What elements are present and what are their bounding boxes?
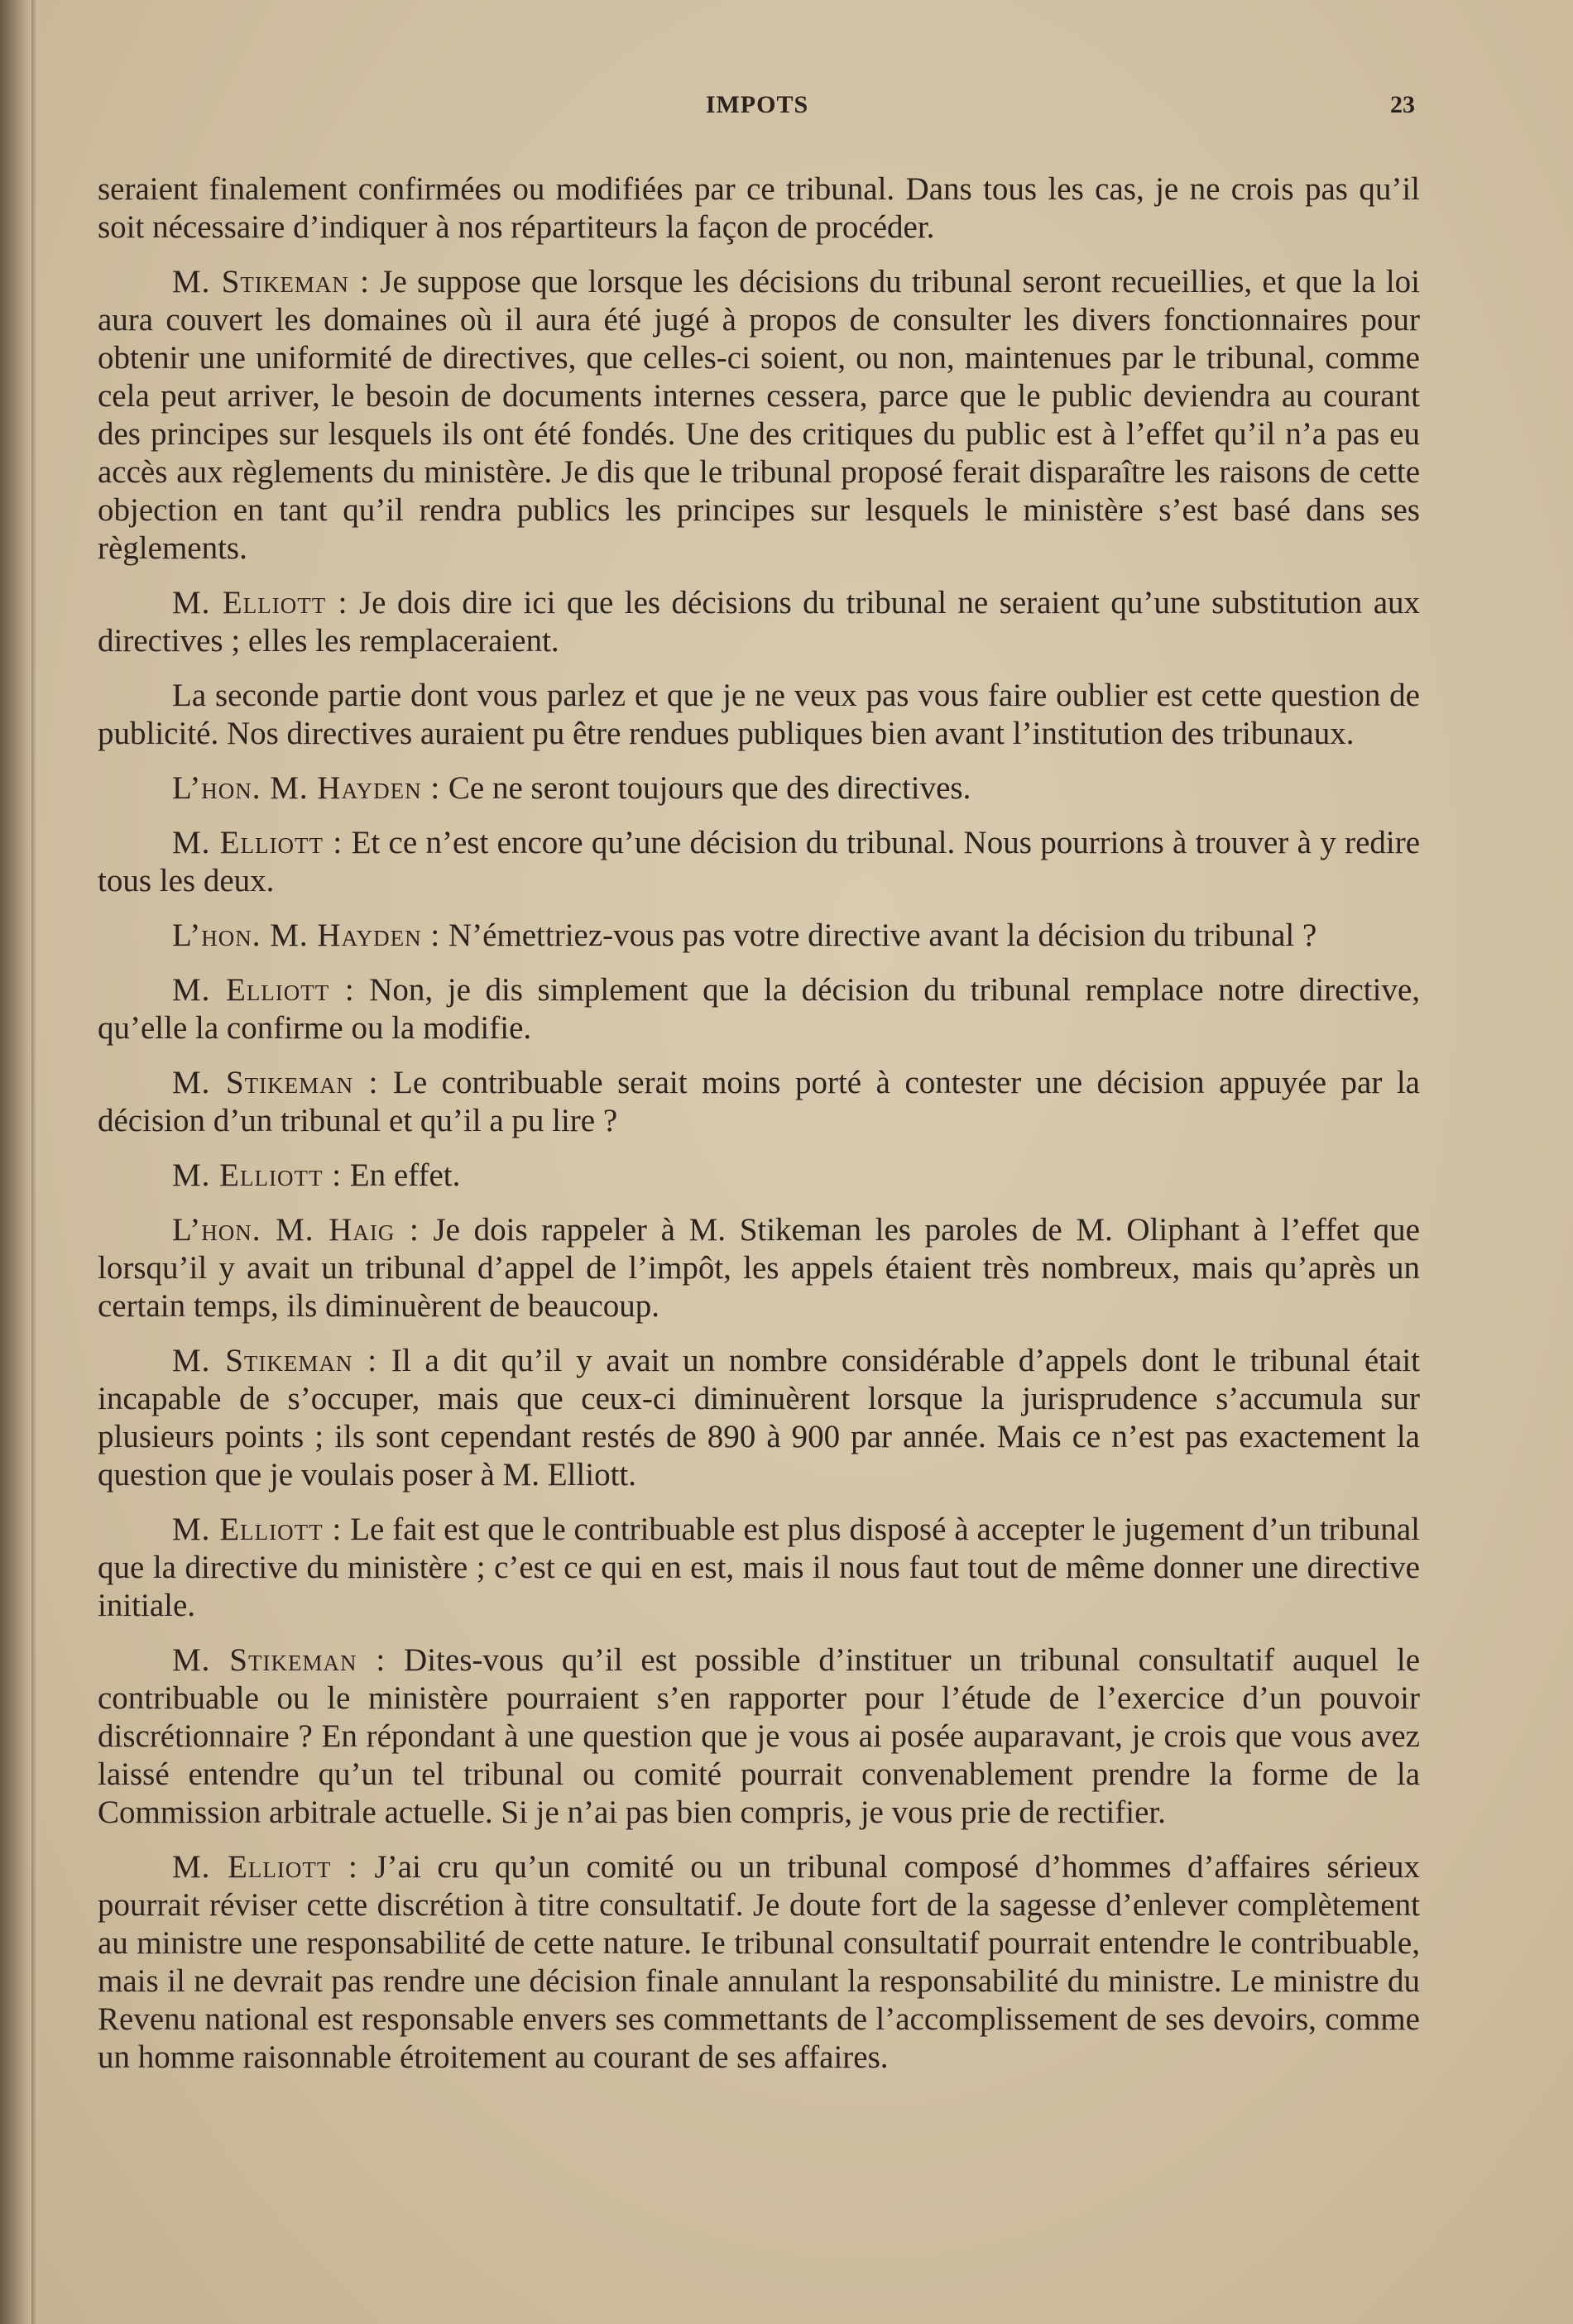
paragraph xyxy=(98,1342,1420,1494)
speaker-name: M. Elliott : xyxy=(172,1849,358,1885)
speaker-name: M. Stikeman : xyxy=(172,1642,386,1678)
speaker-name: M. Elliott : xyxy=(172,972,355,1008)
speaker-name: M. Stikeman : xyxy=(172,1065,379,1100)
paragraph xyxy=(98,1064,1420,1140)
paragraph xyxy=(98,971,1420,1047)
paragraph xyxy=(98,1848,1420,2077)
paragraph xyxy=(98,769,1420,807)
speaker-name: L’hon. M. Hayden : xyxy=(172,918,441,953)
paragraph xyxy=(98,824,1420,900)
speaker-name: M. Elliott : xyxy=(172,1512,343,1547)
paragraph-text: Je dois rappeler à M. Stikeman les paroles de M. Oliphant à l’effet que lorsqu’il y avait un tribunal d’appel de l’impôt, les appels étaient très nombreux, mais qu’après un certain temps, ils diminuèrent de beaucoup. xyxy=(98,1212,1420,1324)
speaker-name: M. Elliott : xyxy=(172,825,343,860)
paragraph-text: Je dois dire ici que les décisions du tribunal ne seraient qu’une substitution aux directives ; elles les remplaceraient. xyxy=(98,585,1421,659)
paragraph-text: La seconde partie dont vous parlez et que je ne veux pas vous faire oublier est cette question de publicité. Nos directives auraient pu être rendues publiques bien avant l’institution des tribunaux. xyxy=(98,678,1420,751)
speaker-name: M. Elliott : xyxy=(172,1157,343,1193)
paragraph xyxy=(98,1211,1420,1325)
paragraph-text: Dites-vous qu’il est possible d’instituer un tribunal consultatif auquel le contribuable ou le ministère pourraient s’en rapporter pour l’étude de l’exercice d’un pouvoir discrétionnaire ? En répondant à une question que je vous ai posée auparavant, je crois que vous avez laissé entendre qu’un tel tribunal ou comité pourrait convenablement prendre la forme de la Commission arbitrale actuelle. Si je n’ai pas bien compris, je vous prie de rectifier. xyxy=(98,1642,1421,1830)
body-text xyxy=(98,170,1420,2093)
paragraph-text: Il a dit qu’il y avait un nombre considérable d’appels dont le tribunal était incapable de s’occuper, mais que ceux-ci diminuèrent lorsque la jurisprudence s’accumula sur plusieurs points ; ils sont cependant restés de 890 à 900 par année. Mais ce n’est pas exactement la question que je voulais poser à M. Elliott. xyxy=(98,1343,1421,1493)
paragraph-text: Je suppose que lorsque les décisions du tribunal seront recueillies, et que la loi aura couvert les domaines où il aura été jugé à propos de consulter les divers fonctionnaires pour obtenir une uniformité de directives, que celles-ci soient, ou non, maintenues par le tribunal, comme cela peut arriver, le besoin de documents internes cessera, parce que le public deviendra au courant des principes sur lesquels ils ont été fondés. Une des critiques du public est à l’effet qu’il n’a pas eu accès aux règlements du ministère. Je dis que le tribunal proposé ferait disparaître les raisons de cette objection en tant qu’il rendra publics les principes sur lesquels le ministère s’est basé dans ses règlements. xyxy=(98,264,1421,566)
paragraph xyxy=(98,263,1420,568)
paragraph-text: J’ai cru qu’un comité ou un tribunal composé d’hommes d’affaires sérieux pourrait réviser cette discrétion à titre consultatif. Je doute fort de la sagesse d’enlever complètement au ministre une responsabilité de cette nature. Ie tribunal consultatif pourrait entendre le contribuable, mais il ne devrait pas rendre une décision finale annulant la responsabilité du ministre. Le ministre du Revenu national est responsable envers ses commettants de l’accomplissement de ses devoirs, comme un homme raisonnable étroitement au courant de ses affaires. xyxy=(98,1849,1420,2075)
paragraph xyxy=(98,677,1420,753)
paragraph-text: N’émettriez-vous pas votre directive avant la décision du tribunal ? xyxy=(448,918,1317,953)
speaker-name: M. Elliott : xyxy=(172,585,348,621)
paragraph-text: Le contribuable serait moins porté à contester une décision appuyée par la décision d’un tribunal et qu’il a pu lire ? xyxy=(98,1065,1420,1138)
paragraph xyxy=(98,1511,1420,1625)
page-header xyxy=(99,91,1415,132)
paragraph-text: Non, je dis simplement que la décision du tribunal remplace notre directive, qu’elle la confirme ou la modifie. xyxy=(98,972,1421,1046)
paragraph xyxy=(98,917,1420,955)
paragraph-text: En effet. xyxy=(349,1157,461,1193)
paragraph xyxy=(98,1641,1420,1832)
book-binding xyxy=(0,0,31,2324)
paragraph-text: Et ce n’est encore qu’une décision du tribunal. Nous pourrions à trouver à y redire tous les deux. xyxy=(98,825,1421,898)
speaker-name: L’hon. M. Hayden : xyxy=(172,770,441,806)
paragraph xyxy=(98,170,1420,247)
paragraph xyxy=(98,1157,1420,1195)
paragraph-text: Ce ne seront toujours que des directives. xyxy=(448,770,971,806)
speaker-name: L’hon. M. Haig : xyxy=(172,1212,420,1248)
paragraph-text: seraient finalement confirmées ou modifiées par ce tribunal. Dans tous les cas, je ne crois pas qu’il soit nécessaire d’indiquer à nos répartiteurs la façon de procéder. xyxy=(98,171,1420,245)
paragraph xyxy=(98,584,1420,660)
paragraph-text: Le fait est que le contribuable est plus disposé à accepter le jugement d’un tribunal que la directive du ministère ; c’est ce qui en est, mais il nous faut tout de même donner une directive initiale. xyxy=(98,1512,1421,1623)
running-title: IMPOTS xyxy=(705,91,809,118)
speaker-name: M. Stikeman : xyxy=(172,1343,378,1378)
speaker-name: M. Stikeman : xyxy=(172,264,370,299)
binding-shadow xyxy=(31,0,36,2324)
page-number: 23 xyxy=(1390,91,1415,118)
